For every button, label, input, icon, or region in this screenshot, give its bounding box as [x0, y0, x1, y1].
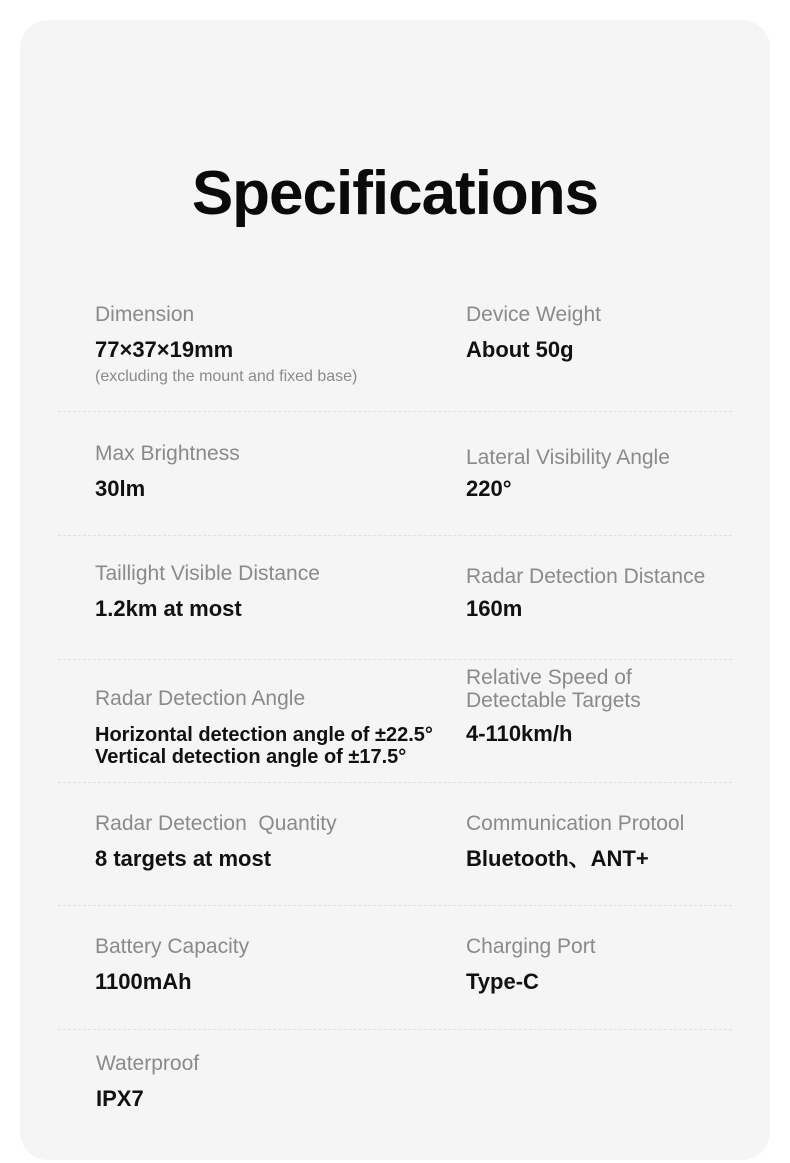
spec-label: Charging Port [466, 935, 596, 958]
spec-lateral-visibility-angle [466, 446, 776, 501]
spec-label-line2: Detectable Targets [466, 689, 641, 712]
row-divider [58, 782, 732, 783]
spec-label: Radar Detection Distance [466, 565, 706, 588]
spec-dimension [95, 303, 405, 386]
spec-label: Battery Capacity [95, 935, 250, 958]
spec-radar-detection-distance [466, 565, 776, 621]
spec-value: Type-C [466, 969, 539, 994]
spec-value: About 50g [466, 337, 574, 362]
row-divider [58, 411, 732, 412]
spec-label: Waterproof [96, 1052, 200, 1075]
spec-waterproof [96, 1052, 406, 1111]
spec-value: 160m [466, 596, 523, 621]
spec-value: 4-110km/h [466, 721, 573, 746]
spec-label: Lateral Visibility Angle [466, 446, 670, 469]
row-divider [58, 535, 732, 536]
spec-charging-port [466, 935, 776, 994]
spec-label: Communication Protool [466, 812, 685, 835]
spec-label: Max Brightness [95, 442, 240, 465]
spec-value: 77×37×19mm [95, 337, 234, 362]
spec-label-line1: Relative Speed of [466, 666, 632, 689]
spec-label: Radar Detection Quantity [95, 812, 337, 835]
spec-battery-capacity [95, 935, 405, 994]
spec-label: Taillight Visible Distance [95, 562, 320, 585]
spec-label: Dimension [95, 303, 195, 326]
spec-value-vertical: Vertical detection angle of ±17.5° [95, 746, 407, 768]
spec-taillight-visible-distance [95, 562, 405, 621]
spec-relative-speed [466, 666, 776, 746]
spec-value: IPX7 [96, 1086, 144, 1111]
spec-value: 30lm [95, 476, 146, 501]
spec-device-weight [466, 303, 776, 362]
spec-value: 8 targets at most [95, 846, 272, 871]
spec-value: 1100mAh [95, 969, 192, 994]
spec-value: Bluetooth、ANT+ [466, 846, 649, 871]
page-title: Specifications [191, 159, 599, 228]
spec-radar-detection-quantity [95, 812, 405, 871]
spec-label: Device Weight [466, 303, 602, 326]
spec-radar-detection-angle [95, 687, 445, 768]
spec-label: Radar Detection Angle [95, 687, 306, 710]
spec-value-horizontal: Horizontal detection angle of ±22.5° [95, 724, 433, 746]
spec-value: 220° [466, 476, 512, 501]
row-divider [58, 659, 732, 660]
row-divider [58, 905, 732, 906]
spec-note: (excluding the mount and fixed base) [95, 368, 358, 385]
row-divider [58, 1029, 732, 1030]
spec-value: 1.2km at most [95, 596, 242, 621]
spec-communication-protocol [466, 812, 776, 871]
spec-max-brightness [95, 442, 405, 501]
